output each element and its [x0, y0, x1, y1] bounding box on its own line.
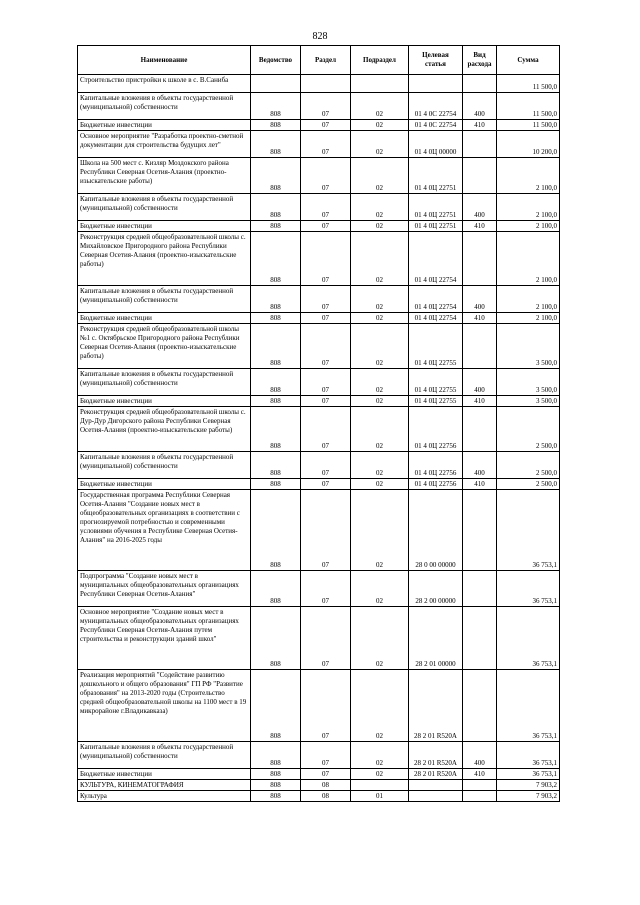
row-subsection-cell: 02 [351, 452, 409, 479]
row-name-cell: Капитальные вложения в объекты государственной (муниципальной) собственности [78, 194, 251, 221]
row-target-item-cell: 28 2 00 00000 [409, 571, 463, 607]
row-subsection-cell: 02 [351, 158, 409, 194]
row-sum-cell: 11 500,0 [497, 93, 560, 120]
row-sum-cell: 36 753,1 [497, 742, 560, 769]
row-expense-type-cell [463, 407, 497, 452]
row-target-item-cell: 01 4 0Ц 22751 [409, 158, 463, 194]
row-subsection-cell: 02 [351, 407, 409, 452]
row-target-item-cell: 01 4 0С 22754 [409, 93, 463, 120]
table-row [78, 131, 560, 158]
row-sum-cell: 11 500,0 [497, 75, 560, 93]
row-target-item-cell: 01 4 0Ц 22756 [409, 452, 463, 479]
row-sum-cell: 7 903,2 [497, 780, 560, 791]
row-expense-type-cell: 400 [463, 369, 497, 396]
row-expense-type-cell [463, 607, 497, 670]
budget-table [77, 45, 560, 802]
row-subsection-cell: 02 [351, 221, 409, 232]
row-target-item-cell: 28 2 01 R520A [409, 742, 463, 769]
row-name-cell: Школа на 500 мест с. Кизляр Моздокского района Республики Северная Осетия-Алания (проектно-изыскательские работы) [78, 158, 251, 194]
row-expense-type-cell [463, 791, 497, 802]
row-sum-cell: 3 500,0 [497, 369, 560, 396]
row-target-item-cell: 28 2 01 00000 [409, 607, 463, 670]
row-subsection-cell: 02 [351, 670, 409, 742]
row-sum-cell: 2 500,0 [497, 479, 560, 490]
table-row [78, 221, 560, 232]
row-sum-cell: 11 500,0 [497, 120, 560, 131]
row-expense-type-cell: 410 [463, 313, 497, 324]
row-target-item-cell: 01 4 0Ц 22754 [409, 232, 463, 286]
row-subsection-cell: 02 [351, 313, 409, 324]
row-subsection-cell [351, 75, 409, 93]
table-row [78, 120, 560, 131]
row-sum-cell: 2 100,0 [497, 232, 560, 286]
row-department-cell: 808 [251, 571, 301, 607]
row-expense-type-cell: 410 [463, 221, 497, 232]
row-name-cell: Бюджетные инвестиции [78, 769, 251, 780]
row-subsection-cell: 02 [351, 120, 409, 131]
row-expense-type-cell [463, 324, 497, 369]
row-subsection-cell: 02 [351, 286, 409, 313]
row-name-cell: Бюджетные инвестиции [78, 221, 251, 232]
row-department-cell: 808 [251, 324, 301, 369]
table-row [78, 324, 560, 369]
row-target-item-cell: 01 4 0Ц 22755 [409, 396, 463, 407]
header-name: Наименование [78, 46, 251, 75]
row-sum-cell: 3 500,0 [497, 324, 560, 369]
row-subsection-cell [351, 780, 409, 791]
row-subsection-cell: 02 [351, 571, 409, 607]
row-target-item-cell: 01 4 0Ц 22756 [409, 479, 463, 490]
row-expense-type-cell: 410 [463, 769, 497, 780]
row-sum-cell: 2 500,0 [497, 452, 560, 479]
table-row [78, 670, 560, 742]
table-row [78, 769, 560, 780]
row-expense-type-cell [463, 571, 497, 607]
row-sum-cell: 2 500,0 [497, 407, 560, 452]
table-header-row [78, 46, 560, 75]
row-sum-cell: 2 100,0 [497, 221, 560, 232]
row-department-cell: 808 [251, 221, 301, 232]
row-target-item-cell: 01 4 0Ц 22755 [409, 324, 463, 369]
row-subsection-cell: 02 [351, 194, 409, 221]
row-department-cell: 808 [251, 232, 301, 286]
row-section-cell: 07 [301, 769, 351, 780]
row-expense-type-cell: 400 [463, 93, 497, 120]
row-section-cell: 07 [301, 232, 351, 286]
row-name-cell: Строительство пристройки к школе в с. В.Саниба [78, 75, 251, 93]
row-name-cell: Реконструкция средней общеобразовательной школы с. Дур-Дур Дигорского района Республики Северная Осетия-Алания (проектно-изыскательские работы) [78, 407, 251, 452]
table-row [78, 490, 560, 571]
row-section-cell: 07 [301, 670, 351, 742]
row-name-cell: Подпрограмма "Создание новых мест в муниципальных общеобразовательных организациях Республики Северная Осетия-Алания" [78, 571, 251, 607]
row-subsection-cell: 02 [351, 369, 409, 396]
row-department-cell: 808 [251, 194, 301, 221]
row-sum-cell: 2 100,0 [497, 313, 560, 324]
row-department-cell: 808 [251, 93, 301, 120]
row-section-cell: 07 [301, 131, 351, 158]
row-expense-type-cell: 400 [463, 452, 497, 479]
row-sum-cell: 2 100,0 [497, 194, 560, 221]
row-name-cell: Капитальные вложения в объекты государственной (муниципальной) собственности [78, 742, 251, 769]
row-department-cell: 808 [251, 120, 301, 131]
row-section-cell: 08 [301, 780, 351, 791]
row-target-item-cell: 01 4 0Ц 22755 [409, 369, 463, 396]
header-department: Ведомство [251, 46, 301, 75]
row-name-cell: Основное мероприятие "Создание новых мест в муниципальных общеобразовательных организациях Республики Северная Осетия-Алания путем строительства и реконструкции зданий школ" [78, 607, 251, 670]
row-name-cell: Реализация мероприятий "Содействие развитию дошкольного и общего образования" ГП РФ "Развитие образования" на 2013-2020 годы (Строительство средней общеобразовательной школы на 1100 мест в 19 микрорайоне г.Владикавказа) [78, 670, 251, 742]
table-row [78, 791, 560, 802]
row-expense-type-cell: 400 [463, 194, 497, 221]
table-row [78, 158, 560, 194]
row-name-cell: Бюджетные инвестиции [78, 120, 251, 131]
table-row [78, 607, 560, 670]
row-subsection-cell: 02 [351, 396, 409, 407]
row-name-cell: Культура [78, 791, 251, 802]
row-expense-type-cell: 410 [463, 479, 497, 490]
table-body [78, 75, 560, 802]
row-name-cell: Капитальные вложения в объекты государственной (муниципальной) собственности [78, 452, 251, 479]
row-sum-cell: 36 753,1 [497, 670, 560, 742]
row-section-cell: 07 [301, 324, 351, 369]
table-row [78, 479, 560, 490]
row-section-cell: 07 [301, 490, 351, 571]
row-subsection-cell: 02 [351, 490, 409, 571]
table-row [78, 286, 560, 313]
row-target-item-cell: 01 4 0С 22754 [409, 120, 463, 131]
table-row [78, 313, 560, 324]
row-expense-type-cell [463, 780, 497, 791]
row-department-cell: 808 [251, 131, 301, 158]
row-department-cell: 808 [251, 769, 301, 780]
row-target-item-cell: 01 4 0Ц 22751 [409, 194, 463, 221]
row-subsection-cell: 02 [351, 479, 409, 490]
row-section-cell: 07 [301, 571, 351, 607]
row-expense-type-cell: 410 [463, 120, 497, 131]
row-department-cell: 808 [251, 369, 301, 396]
row-section-cell: 07 [301, 93, 351, 120]
row-name-cell: Капитальные вложения в объекты государственной (муниципальной) собственности [78, 93, 251, 120]
row-subsection-cell: 02 [351, 324, 409, 369]
row-sum-cell: 36 753,1 [497, 607, 560, 670]
row-section-cell: 07 [301, 742, 351, 769]
page-number: 828 [312, 31, 328, 42]
row-sum-cell: 36 753,1 [497, 490, 560, 571]
row-section-cell: 07 [301, 407, 351, 452]
row-name-cell: КУЛЬТУРА, КИНЕМАТОГРАФИЯ [78, 780, 251, 791]
row-department-cell: 808 [251, 791, 301, 802]
header-subsection: Подраздел [351, 46, 409, 75]
table-row [78, 742, 560, 769]
row-subsection-cell: 02 [351, 742, 409, 769]
row-sum-cell: 7 903,2 [497, 791, 560, 802]
row-section-cell: 07 [301, 313, 351, 324]
row-target-item-cell: 01 4 0Ц 22754 [409, 286, 463, 313]
row-name-cell: Основное мероприятие "Разработка проектно-сметной документации для строительства будущих лет" [78, 131, 251, 158]
row-expense-type-cell: 400 [463, 286, 497, 313]
row-target-item-cell [409, 75, 463, 93]
row-department-cell: 808 [251, 158, 301, 194]
row-section-cell: 07 [301, 396, 351, 407]
row-target-item-cell: 01 4 0Ц 00000 [409, 131, 463, 158]
row-department-cell: 808 [251, 396, 301, 407]
row-department-cell [251, 75, 301, 93]
row-target-item-cell: 01 4 0Ц 22754 [409, 313, 463, 324]
row-target-item-cell: 28 2 01 R520A [409, 670, 463, 742]
row-section-cell: 07 [301, 369, 351, 396]
row-expense-type-cell [463, 670, 497, 742]
row-target-item-cell: 01 4 0Ц 22751 [409, 221, 463, 232]
row-subsection-cell: 02 [351, 93, 409, 120]
row-target-item-cell [409, 791, 463, 802]
row-target-item-cell [409, 780, 463, 791]
header-expense-type: Вид расхода [463, 46, 497, 75]
row-section-cell: 07 [301, 479, 351, 490]
row-department-cell: 808 [251, 607, 301, 670]
row-name-cell: Реконструкция средней общеобразовательной школы с. Михайловское Пригородного района Республики Северная Осетия-Алания (проектно-изыскательские работы) [78, 232, 251, 286]
header-section: Раздел [301, 46, 351, 75]
row-section-cell: 07 [301, 194, 351, 221]
table-row [78, 194, 560, 221]
header-target-item: Целевая статья [409, 46, 463, 75]
row-expense-type-cell [463, 490, 497, 571]
row-target-item-cell: 01 4 0Ц 22756 [409, 407, 463, 452]
row-expense-type-cell [463, 158, 497, 194]
row-sum-cell: 2 100,0 [497, 158, 560, 194]
table-row [78, 780, 560, 791]
row-subsection-cell: 02 [351, 769, 409, 780]
row-name-cell: Бюджетные инвестиции [78, 479, 251, 490]
row-name-cell: Капитальные вложения в объекты государственной (муниципальной) собственности [78, 369, 251, 396]
row-target-item-cell: 28 0 00 00000 [409, 490, 463, 571]
row-subsection-cell: 02 [351, 232, 409, 286]
row-section-cell: 07 [301, 286, 351, 313]
table-row [78, 571, 560, 607]
row-department-cell: 808 [251, 479, 301, 490]
row-sum-cell: 10 200,0 [497, 131, 560, 158]
row-name-cell: Бюджетные инвестиции [78, 313, 251, 324]
header-sum: Сумма [497, 46, 560, 75]
row-section-cell: 07 [301, 221, 351, 232]
row-section-cell: 07 [301, 158, 351, 194]
row-sum-cell: 36 753,1 [497, 769, 560, 780]
row-target-item-cell: 28 2 01 R520A [409, 769, 463, 780]
row-sum-cell: 2 100,0 [497, 286, 560, 313]
row-expense-type-cell: 400 [463, 742, 497, 769]
row-name-cell: Бюджетные инвестиции [78, 396, 251, 407]
table-row [78, 452, 560, 479]
row-section-cell: 07 [301, 120, 351, 131]
row-department-cell: 808 [251, 742, 301, 769]
table-row [78, 75, 560, 93]
row-expense-type-cell: 410 [463, 396, 497, 407]
row-subsection-cell: 02 [351, 131, 409, 158]
row-subsection-cell: 01 [351, 791, 409, 802]
row-expense-type-cell [463, 232, 497, 286]
row-name-cell: Капитальные вложения в объекты государственной (муниципальной) собственности [78, 286, 251, 313]
row-department-cell: 808 [251, 452, 301, 479]
row-name-cell: Реконструкция средней общеобразовательной школы №1 с. Октябрьское Пригородного района Республики Северная Осетия-Алания (проектно-изыскательские работы) [78, 324, 251, 369]
row-department-cell: 808 [251, 407, 301, 452]
row-section-cell: 08 [301, 791, 351, 802]
table-row [78, 396, 560, 407]
table-row [78, 407, 560, 452]
row-section-cell: 07 [301, 452, 351, 479]
row-expense-type-cell [463, 131, 497, 158]
row-department-cell: 808 [251, 670, 301, 742]
row-subsection-cell: 02 [351, 607, 409, 670]
table-row [78, 369, 560, 396]
table-row [78, 232, 560, 286]
row-department-cell: 808 [251, 286, 301, 313]
row-department-cell: 808 [251, 780, 301, 791]
row-expense-type-cell [463, 75, 497, 93]
row-section-cell [301, 75, 351, 93]
row-section-cell: 07 [301, 607, 351, 670]
table-row [78, 93, 560, 120]
row-sum-cell: 36 753,1 [497, 571, 560, 607]
row-name-cell: Государственная программа Республики Северная Осетия-Алания "Создание новых мест в общеобразовательных организациях в соответствии с прогнозируемой потребностью и современными условиями обучения в Республике Северная Осетия-Алания" на 2016-2025 годы [78, 490, 251, 571]
row-department-cell: 808 [251, 313, 301, 324]
row-department-cell: 808 [251, 490, 301, 571]
row-sum-cell: 3 500,0 [497, 396, 560, 407]
